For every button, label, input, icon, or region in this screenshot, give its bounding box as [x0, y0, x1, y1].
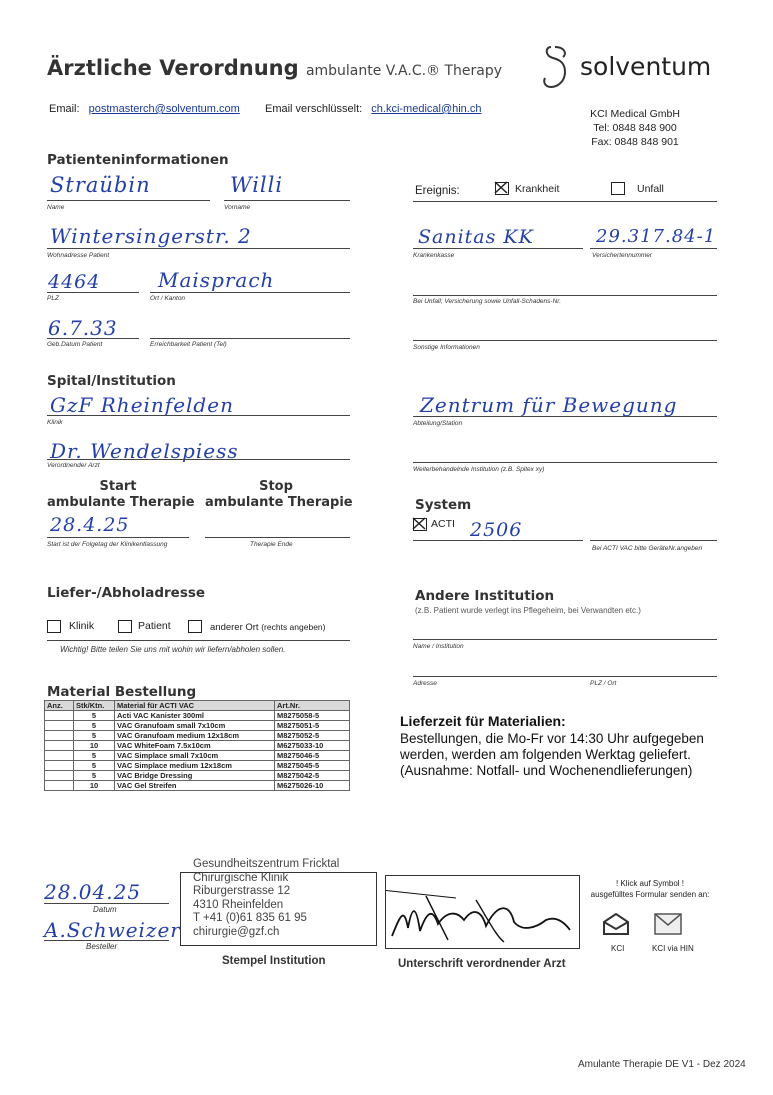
table-row [45, 731, 350, 741]
start-title-2: ambulante Therapie [47, 495, 195, 510]
email-enc-row [265, 103, 481, 115]
title-sub: ambulante V.A.C.® Therapy [305, 63, 503, 79]
weiter-label: Weiterbehandelnde Institution (z.B. Spitex xy) [413, 466, 545, 473]
stk-cell: 10 [74, 741, 115, 751]
unfall-checkbox[interactable] [611, 182, 625, 195]
doctor-signature-icon [386, 876, 579, 948]
send-kci-label: KCI [611, 944, 625, 953]
klinik-value[interactable]: GzF Rheinfelden [50, 393, 234, 417]
qty-cell[interactable] [45, 751, 74, 761]
delivery-other-note: (rechts angeben) [261, 622, 326, 632]
other-inst-name-label: Name / Institution [413, 643, 464, 650]
material-cell: VAC Bridge Dressing [115, 771, 275, 781]
art-cell: M8275051-5 [275, 721, 350, 731]
stamp-line: T +41 (0)61 835 61 95 [193, 912, 307, 924]
table-row [45, 711, 350, 721]
section-delivery: Liefer-/Abholadresse [47, 585, 206, 601]
section-other-inst: Andere Institution [415, 588, 555, 604]
stamp-line: Chirurgische Klinik [193, 871, 289, 884]
art-cell: M8275045-5 [275, 761, 350, 771]
acti-checkbox[interactable] [413, 518, 427, 531]
col-material: Material für ACTI VAC [115, 701, 275, 711]
qty-cell[interactable] [45, 721, 74, 731]
event-label: Ereignis: [415, 185, 460, 197]
delivery-other-text: anderer Ort [210, 622, 259, 633]
title-main: Ärztliche Verordnung [47, 56, 299, 80]
qty-cell[interactable] [45, 711, 74, 721]
col-anz: Anz. [45, 701, 74, 711]
email-row [49, 103, 240, 115]
versnr-label: Versichertennummer [592, 252, 653, 259]
patient-ort-value[interactable]: Maisprach [158, 268, 275, 292]
material-table [44, 700, 350, 791]
brand-name: solventum [580, 52, 712, 81]
geraet-label: Bei ACTI VAC bitte GeräteNr.angeben [592, 545, 703, 552]
versnr-value[interactable]: 29.317.84-1 [596, 226, 717, 247]
delivery-info [400, 713, 730, 779]
unfall-label: Unfall [637, 183, 664, 195]
patient-address-label: Wohnadresse Patient [47, 252, 110, 259]
section-system: System [415, 497, 472, 513]
krankheit-label: Krankheit [515, 183, 560, 195]
qty-cell[interactable] [45, 761, 74, 771]
section-material: Material Bestellung [47, 684, 197, 700]
delivery-other-label [210, 622, 325, 633]
signature-caption: Unterschrift verordnender Arzt [398, 958, 566, 970]
email-label: Email: [49, 103, 80, 115]
email-enc-label: Email verschlüsselt: [265, 103, 363, 115]
delivery-patient-checkbox[interactable] [118, 620, 132, 633]
col-artnr: Art.Nr. [275, 701, 350, 711]
order-date-label: Datum [93, 905, 117, 914]
table-row [45, 771, 350, 781]
send-instructions [590, 878, 710, 900]
unfall-insurance-label: Bei Unfall; Versicherung sowie Unfall-Schadens-Nr. [413, 298, 561, 305]
start-date-label: Start ist der Folgetag der Klinikentlassung [47, 541, 168, 548]
krankheit-checkbox[interactable] [495, 182, 509, 195]
envelope-icon [602, 913, 630, 935]
qty-cell[interactable] [45, 741, 74, 751]
patient-ort-label: Ort / Kanton [150, 295, 186, 302]
delivery-klinik-label: Klinik [69, 620, 95, 632]
start-title-1: Start [99, 479, 137, 494]
table-row [45, 721, 350, 731]
other-inst-addr-label: Adresse [413, 680, 437, 687]
delivery-other-checkbox[interactable] [188, 620, 202, 633]
col-stk: Stk/Ktn. [74, 701, 115, 711]
delivery-patient-label: Patient [138, 620, 171, 632]
patient-address-value[interactable]: Wintersingerstr. 2 [50, 224, 252, 248]
company-name: KCI Medical GmbH [590, 108, 680, 120]
material-cell: VAC WhiteFoam 7.5x10cm [115, 741, 275, 751]
patient-dob-label: Geb.Datum Patient [47, 341, 103, 348]
delivery-info-title: Lieferzeit für Materialien: [400, 713, 566, 729]
form-title [47, 56, 502, 80]
delivery-klinik-checkbox[interactable] [47, 620, 61, 633]
material-cell: Acti VAC Kanister 300ml [115, 711, 275, 721]
art-cell: M8275042-5 [275, 771, 350, 781]
order-date-value[interactable]: 28.04.25 [44, 880, 142, 904]
delivery-info-text: Bestellungen, die Mo-Fr vor 14:30 Uhr aufgegeben werden, werden am folgenden Werktag geliefert. (Ausnahme: Notfall- und Wochenendlieferungen) [400, 731, 704, 778]
besteller-label: Besteller [86, 942, 118, 951]
patient-vorname-label: Vorname [224, 204, 251, 211]
patient-plz-label: PLZ [47, 295, 59, 302]
art-cell: M8275046-5 [275, 751, 350, 761]
stamp-line: chirurgie@gzf.ch [193, 925, 280, 938]
stk-cell: 5 [74, 721, 115, 731]
patient-phone-label: Erreichbarkeit Patient (Tel) [150, 341, 227, 348]
stamp-line: Riburgerstrasse 12 [193, 885, 291, 897]
stamp-line: Gesundheitszentrum Fricktal [193, 858, 340, 870]
start-title [47, 479, 195, 511]
section-spital: Spital/Institution [47, 373, 176, 389]
patient-name-value[interactable]: Straübin [50, 173, 151, 197]
send-kci-hin-button[interactable] [654, 913, 682, 940]
table-row [45, 751, 350, 761]
institution-stamp [193, 858, 339, 939]
patient-name-label: Name [47, 204, 65, 211]
delivery-note: Wichtig! Bitte teilen Sie uns mit wohin wir liefern/abholen sollen. [60, 645, 286, 654]
send-kci-hin-label: KCI via HIN [652, 944, 694, 953]
klinik-label: Klinik [47, 419, 63, 426]
material-cell: VAC Granufoam medium 12x18cm [115, 731, 275, 741]
table-row [45, 781, 350, 791]
stk-cell: 5 [74, 761, 115, 771]
abteilung-value[interactable]: Zentrum für Bewegung [420, 393, 678, 417]
table-row [45, 741, 350, 751]
art-cell: M6275033-10 [275, 741, 350, 751]
solventum-logo-icon [541, 44, 575, 95]
start-date-value[interactable]: 28.4.25 [50, 514, 130, 536]
company-tel: Tel: 0848 848 900 [593, 122, 677, 134]
abteilung-label: Abteilung/Station [413, 420, 463, 427]
stk-cell: 5 [74, 751, 115, 761]
stk-cell: 5 [74, 711, 115, 721]
stk-cell: 10 [74, 781, 115, 791]
material-cell: VAC Simplace small 7x10cm [115, 751, 275, 761]
material-cell: VAC Gel Streifen [115, 781, 275, 791]
stk-cell: 5 [74, 731, 115, 741]
send-line1: ! Klick auf Symbol ! [615, 879, 685, 888]
signature-box[interactable] [385, 875, 580, 949]
patient-plz-value[interactable]: 4464 [48, 271, 101, 293]
kasse-label: Krankenkasse [413, 252, 455, 259]
arzt-label: Verordnender Arzt [47, 462, 100, 469]
check-x-icon [412, 517, 426, 530]
company-info [585, 107, 685, 149]
material-header-row [45, 701, 350, 711]
stk-cell: 5 [74, 771, 115, 781]
geraet-value[interactable]: 2506 [470, 519, 523, 541]
material-cell: VAC Granufoam small 7x10cm [115, 721, 275, 731]
stop-title [205, 479, 353, 511]
qty-cell[interactable] [45, 731, 74, 741]
sonstige-label: Sonstige Informationen [413, 344, 480, 351]
form-version: Amulante Therapie DE V1 - Dez 2024 [578, 1059, 746, 1070]
art-cell: M6275026-10 [275, 781, 350, 791]
email-link[interactable]: postmasterch@solventum.com [88, 103, 240, 115]
other-inst-plz-label: PLZ / Ort [590, 680, 617, 687]
stop-title-2: ambulante Therapie [205, 495, 353, 510]
table-row [45, 761, 350, 771]
qty-cell[interactable] [45, 781, 74, 791]
arzt-value[interactable]: Dr. Wendelspiess [50, 439, 239, 463]
qty-cell[interactable] [45, 771, 74, 781]
art-cell: M8275052-5 [275, 731, 350, 741]
acti-label: ACTI [431, 518, 455, 530]
patient-dob-value[interactable]: 6.7.33 [48, 316, 118, 340]
stamp-line: 4310 Rheinfelden [193, 898, 284, 911]
envelope-icon [654, 913, 682, 935]
stamp-caption: Stempel Institution [222, 955, 326, 967]
material-cell: VAC Simplace medium 12x18cm [115, 761, 275, 771]
send-kci-button[interactable] [602, 913, 630, 940]
send-line2: ausgefülltes Formular senden an: [590, 890, 710, 899]
besteller-value[interactable]: A.Schweizer [44, 918, 181, 942]
check-x-icon [494, 181, 508, 194]
kasse-value[interactable]: Sanitas KK [418, 226, 534, 248]
stop-title-1: Stop [259, 479, 293, 494]
company-fax: Fax: 0848 848 901 [591, 136, 679, 148]
other-inst-hint: (z.B. Patient wurde verlegt ins Pflegeheim, bei Verwandten etc.) [415, 606, 641, 615]
section-patient: Patienteninformationen [47, 152, 229, 168]
patient-vorname-value[interactable]: Willi [230, 173, 284, 197]
email-enc-link[interactable]: ch.kci-medical@hin.ch [371, 103, 482, 115]
art-cell: M8275058-5 [275, 711, 350, 721]
end-date-label: Therapie Ende [250, 541, 293, 548]
